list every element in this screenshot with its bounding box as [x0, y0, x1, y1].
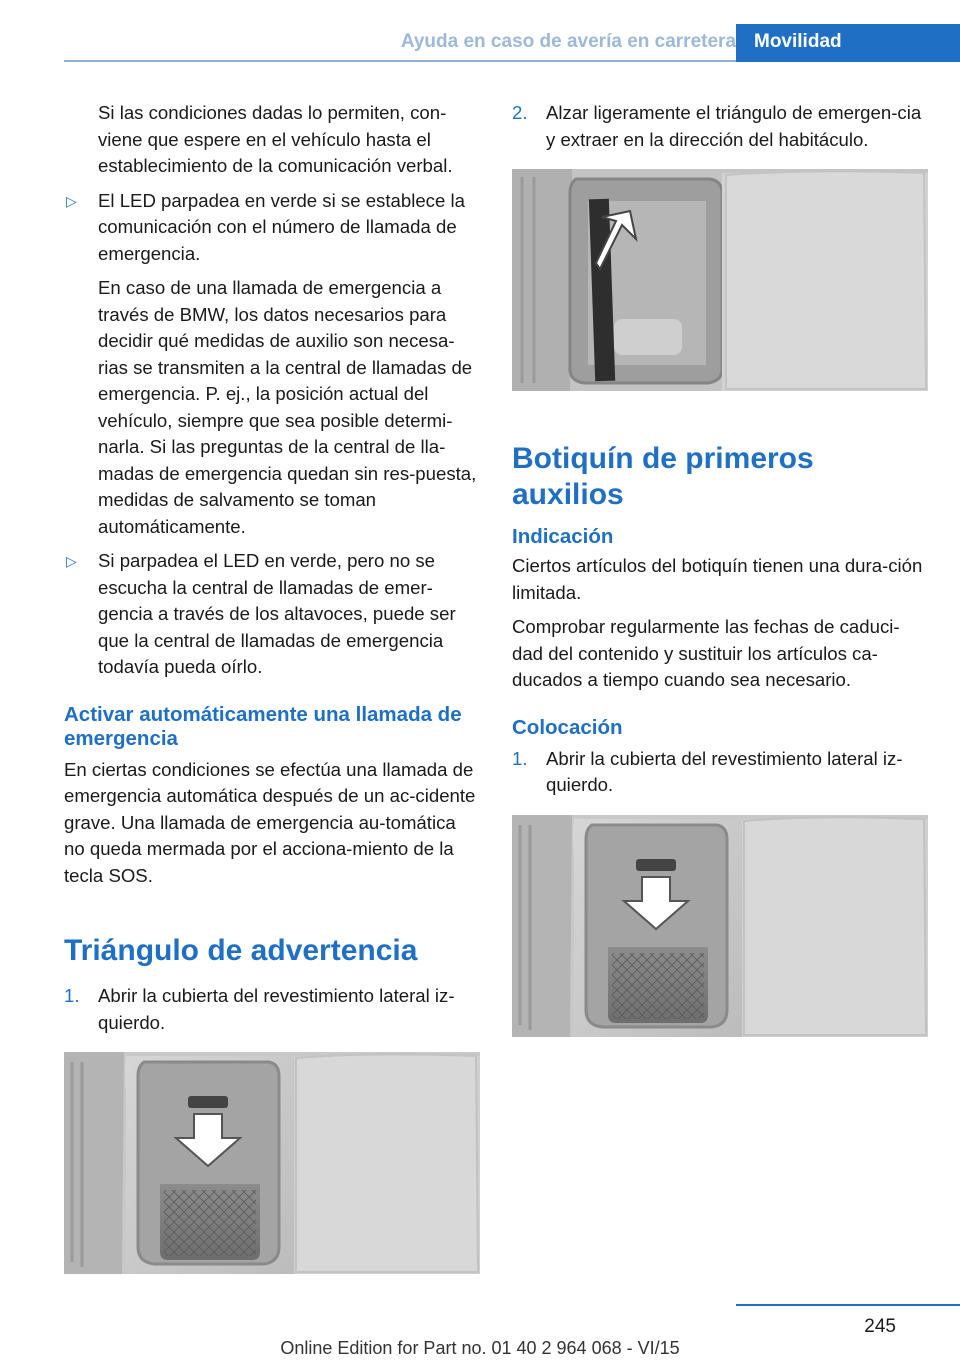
heading-note: Indicación [512, 525, 614, 548]
step-number: 2. [512, 102, 528, 123]
side-trim-cover-illustration [64, 1052, 480, 1274]
right-column [512, 100, 928, 1037]
step-1 [64, 983, 480, 1036]
step-2 [512, 100, 928, 153]
heading-auto-emergency-call: Activar automáticamente una llamada de emergencia [64, 702, 462, 750]
note-paragraph-1: Ciertos artículos del botiquín tienen una dura-ción limitada. [512, 555, 923, 603]
auto-call-paragraph: En ciertas condiciones se efectúa una llamada de emergencia automática después de un ac-cidente grave. Una llamada de emergencia au-tomática no queda mermada por el acciona-miento de la tecla SOS. [64, 758, 476, 886]
step-number: 1. [512, 747, 528, 769]
header-section-title: Ayuda en caso de avería en carretera [400, 31, 736, 52]
page-header [64, 24, 960, 62]
bullet-text: Si parpadea el LED en verde, pero no se escucha la central de llamadas de emer-gencia a través de los altavoces, puede ser que la central de llamadas de emergencia todavía pueda oírlo. [98, 550, 456, 677]
triangle-bullet-icon: ▷ [66, 192, 77, 209]
intro-paragraph: Si las condiciones dadas lo permiten, con-viene que espere en el vehículo hasta el establecimiento de la comunicación verbal. [98, 102, 453, 176]
triangle-bullet-icon: ▷ [66, 553, 77, 569]
heading-placement: Colocación [512, 715, 623, 739]
heading-first-aid-kit: Botiquín de primeros auxilios [512, 442, 814, 511]
bullet-text: En caso de una llamada de emergencia a través de BMW, los datos necesarios para decidir qué medidas de auxilio son necesa-rias se transmiten a la central de llamadas de emergencia. P. ej., la posición actual del vehículo, siempre que sea posible determi-narla. Si las preguntas de la central de lla-madas de emergencia quedan sin res-puesta, medidas de salvamento se toman automáticamente. [98, 277, 477, 537]
step-text: Abrir la cubierta del revestimiento lateral iz-quierdo. [98, 985, 455, 1033]
step-text: Abrir la cubierta del revestimiento lateral iz-quierdo. [546, 747, 903, 795]
page-number: 245 [864, 1316, 896, 1337]
step-number: 1. [64, 985, 80, 1006]
header-rule [64, 60, 736, 62]
note-paragraph-2: Comprobar regularmente las fechas de caduci-dad del contenido y sustituir los artículos ca-ducados a tiempo cuando sea necesario. [512, 616, 900, 690]
header-chapter-tab[interactable]: Movilidad [736, 24, 960, 62]
placement-step-1 [512, 746, 928, 799]
left-column [64, 100, 480, 1274]
bullet-led-green [64, 188, 480, 541]
step-text: Alzar ligeramente el triángulo de emergen-cia y extraer en la dirección del habitáculo. [546, 102, 922, 150]
edition-footer: Online Edition for Part no. 01 40 2 964 068 - VI/15 [280, 1338, 680, 1358]
heading-warning-triangle: Triángulo de advertencia [64, 934, 418, 967]
triangle-removal-illustration [512, 169, 928, 391]
bullet-text: El LED parpadea en verde si se establece la comunicación con el número de llamada de emergencia. [98, 189, 465, 264]
bullet-led-no-voice [64, 548, 480, 681]
footer-rule [736, 1304, 960, 1306]
side-trim-cover-illustration [512, 815, 928, 1037]
